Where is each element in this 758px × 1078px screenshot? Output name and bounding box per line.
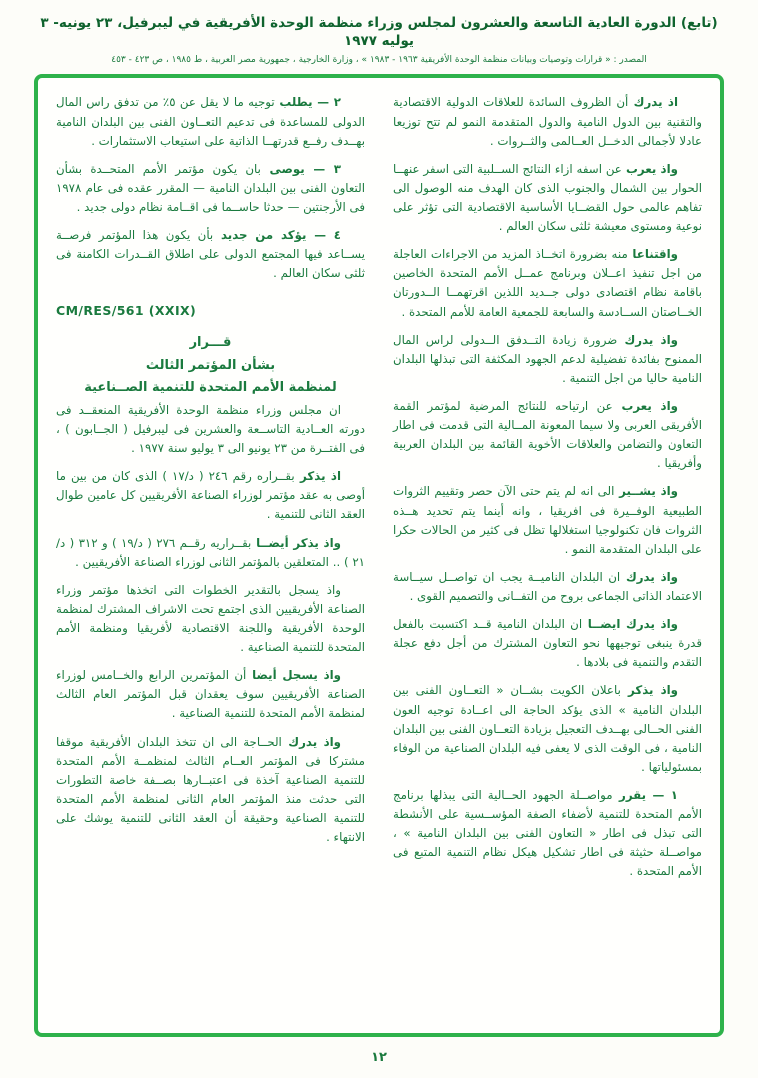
paragraph: واذ يذكر أيضــا بقــراريه رقــم ٢٧٦ ( د/١٩ ) و ٣١٢ ( د/٢١ ) .. المتعلقين بالمؤتمر الثانى لوزراء الصناعة الأفريقيين . [56,535,365,569]
paragraph-lead: ١ — يقرر [612,787,678,802]
paragraph-lead: واذ يشــير [614,484,678,499]
paragraph: اذ يدرك أن الظروف السائدة للعلاقات الدولية الاقتصادية والتقنية بين الدول النامية والدول المتقدمة النمو لم تتح توزيعا عادلا لأجمالى الدخــل العــالمى والثــروات . [393,95,702,148]
paragraph: واذ يعرب عن اسفه ازاء النتائج الســلبية التى اسفر عنهــا الحوار بين الشمال والجنوب الذى كان الهدف منه الوصول الى تفاهم عالمى حول القضــايا الأساسية الاقتصادية التى تؤثر على نوعية ومستوى معيشة ثلثى سكان العالم . [393,161,702,234]
paragraph-lead: ٢ — يطلب [274,95,341,110]
paragraph: واذ يدرك ايضــا ان البلدان النامية قــد اكتسبت بالفعل قدرة ينبغى توجيهها نحو التعاون المشترك من أجل دفع عجلة التقدم والتنمية فى بلادها . [393,617,702,670]
paragraph: واذ يسجل بالتقدير الخطوات التى اتخذها مؤتمر وزراء الصناعة الأفريقيين الذى اجتمع تحت الاشراف المشترك لمنظمة الوحدة الأفريقية واللجنة الاقتصادية لأفريقيا ومنظمة الأمم المتحدة للتنمية الصناعية . [56,582,365,655]
paragraph: واقتناعا منه بضرورة اتخــاذ المزيد من الاجراءات العاجلة من اجل تنفيذ اعــلان وبرنامج عمــل الأمم المتحدة الخاصين باقامة نظام اقتصادى دولى جــديد اللذين اقرتهمــا الــدورتان الخــاصتان الســادسة والسابعة للجمعية العامة للأمم المتحدة . [393,247,702,319]
page-title: (تابع) الدورة العادية التاسعة والعشرون لمجلس وزراء منظمة الوحدة الأفريقية في ليبرفيل، ٢٣ يونيه- ٣ يوليه ١٩٧٧ [40,15,718,50]
paragraph: واذ يدرك ضرورة زيادة التــدفق الــدولى لراس المال الممنوح بفائدة تفضيلية لدعم الجهود المكثفة التى تبذلها البلدان النامية حاليا من اجل التنمية . [393,332,702,385]
page-header [0,14,758,65]
paragraph-lead: واذ يعرب [621,161,678,176]
section-heading: بشأن المؤتمر الثالث [145,357,276,373]
resolution-code: CM/RES/561 (XXIX) [56,303,197,319]
paragraph: واذ يعرب عن ارتياحه للنتائج المرضية لمؤتمر القمة الأفريقى العربى ولا سيما المعونة المــالية التى قدمت فى اطار التعاون والتضامن والعلاقات الأخوية القائمة بين البلدان العربية وأفريقيا . [393,398,702,471]
page-number: ١٢ [371,1050,387,1066]
paragraph: واذ يذكر باعلان الكويت بشــان « التعــاون الفنى بين البلدان النامية » الذى يؤكد الحاجة الى اعــادة توجيه العون الفنى الحــالى بهــدف التعجيل بزيادة التعــاون الفنى بين البلدان النامية ، فى الوقت الذى لا يعفى فيه البلدان الصناعية من الوفاء بمسئولياتها . [393,683,702,774]
paragraph: واذ يدرك ان البلدان الناميــة يجب ان تواصــل سيــاسة الاعتماد الذاتى الجماعى بروح من التفــانى والتصميم القوى . [393,569,702,603]
paragraph: واذ يدرك الحــاجة الى ان تتخذ البلدان الأفريقية موقفا مشتركا فى المؤتمر العــام الثالث لمنظمــة الأمم المتحدة للتنمية الصناعية آخذة فى اعتبــارها بصــفة خاصة التطورات التى حدثت منذ المؤتمر العام الثانى لمنظمة الأمم المتحدة للتنمية الصناعية وحقيقة أن العقد الثانى للتنمية يوشك على الانتهاء . [56,734,365,845]
paragraph: واذ يشــير الى انه لم يتم حتى الآن حصر وتقييم الثروات الطبيعية الوفــيرة فى افريقيا ، وانه أينما يتم تحديد هــذه الثروات فان تكنولوجيا استغلالها تظل فى كثير من الحالات حكرا على البلدان المتقدمة النمو . [393,484,702,556]
paragraph-lead: واذ يعرب [612,398,678,413]
paragraph-lead: اذ يدرك [628,95,678,110]
paragraph-lead: ٣ — يوصى [260,161,341,176]
paragraph-lead: واقتناعا [627,247,678,262]
paragraph: ان مجلس وزراء منظمة الوحدة الأفريقية المنعقــد فى دورته العــادية التاســعة والعشرين فى ليبرفيل ( الجــابون ) ، فى الفتــرة من ٢٣ يونيو الى ٣ يوليو سنة ١٩٧٧ . [56,402,365,456]
paragraph-lead: واذ يذكر أيضــا [251,535,341,550]
paragraph: اذ يذكر بقــراره رقم ٢٤٦ ( د/١٧ ) الذى كان من بين ما أوصى به عقد مؤتمر لوزراء الصناعة الأفريقيين كل عامين طوال العقد الثانى للتنمية . [56,469,365,522]
paragraph: ٤ — يؤكد من جديد بأن يكون هذا المؤتمر فرصــة يســاعد فيها المجتمع الدولى على اطلاق القــدرات الكامنة فى ثلثى سكان العالم . [56,228,365,281]
paragraph-lead: ٤ — يؤكد من جديد [213,228,341,243]
paragraph-lead: واذ يذكر [620,683,678,698]
paragraph-lead: واذ يدرك ايضــا [582,617,678,632]
paragraph-lead: اذ يذكر [294,469,341,484]
right-column [393,93,702,1025]
source-citation: المصدر : « قرارات وتوصيات وبيانات منظمة الوحدة الأفريقية ١٩٦٣ - ١٩٨٣ » ، وزارة الخارجية ، جمهورية مصر العربية ، ط ١٩٨٥ ، ص ٤٢٣ - ٤٥٣ [111,55,647,66]
section-heading: لمنظمة الأمم المتحدة للتنمية الصــناعية [84,380,337,396]
paragraph-lead: واذ يدرك [620,569,678,584]
content-frame [34,74,724,1037]
paragraph: واذ يسجل أيضا أن المؤتمرين الرابع والخــامس لوزراء الصناعة الأفريقيين سوف يعقدان قبل المؤتمر العام الثالث لمنظمة الأمم المتحدة للتنمية الصناعية . [56,668,365,721]
paragraph: ٣ — يوصى بان يكون مؤتمر الأمم المتحــدة بشأن التعاون الفنى بين البلدان النامية — المقرر عقده فى عام ١٩٧٨ فى الأرجنتين — حدثا حاســما فى اقــامة نظام دولى جديد . [56,161,365,214]
two-column-layout [56,93,702,1025]
left-column [56,93,365,1025]
paragraph-lead: واذ يسجل أيضا [246,668,342,683]
paragraph-lead: واذ يدرك [281,734,341,749]
section-heading: قـــرار [189,335,232,351]
paragraph: ١ — يقرر مواصــلة الجهود الحــالية التى يبذلها برنامج الأمم المتحدة للتنمية لأضفاء الصفة المؤســسية على الأنشطة التى تبذل فى اطار « التعاون الفنى بين البلدان النامية » ، مواصــلة حثيثة فى اطار تشكيل هيكل نظام التنمية المتبع فى الأمم المتحدة . [393,787,702,879]
paragraph: ٢ — يطلب توجيه ما لا يقل عن ٥٪ من تدفق راس المال الدولى للمساعدة فى تدعيم التعــاون الفنى بين البلدان النامية بهــدف رفــع قدرتهــا الذاتية على استيعاب الاستثمارات . [56,95,365,148]
paragraph-lead: واذ يدرك [617,332,678,347]
